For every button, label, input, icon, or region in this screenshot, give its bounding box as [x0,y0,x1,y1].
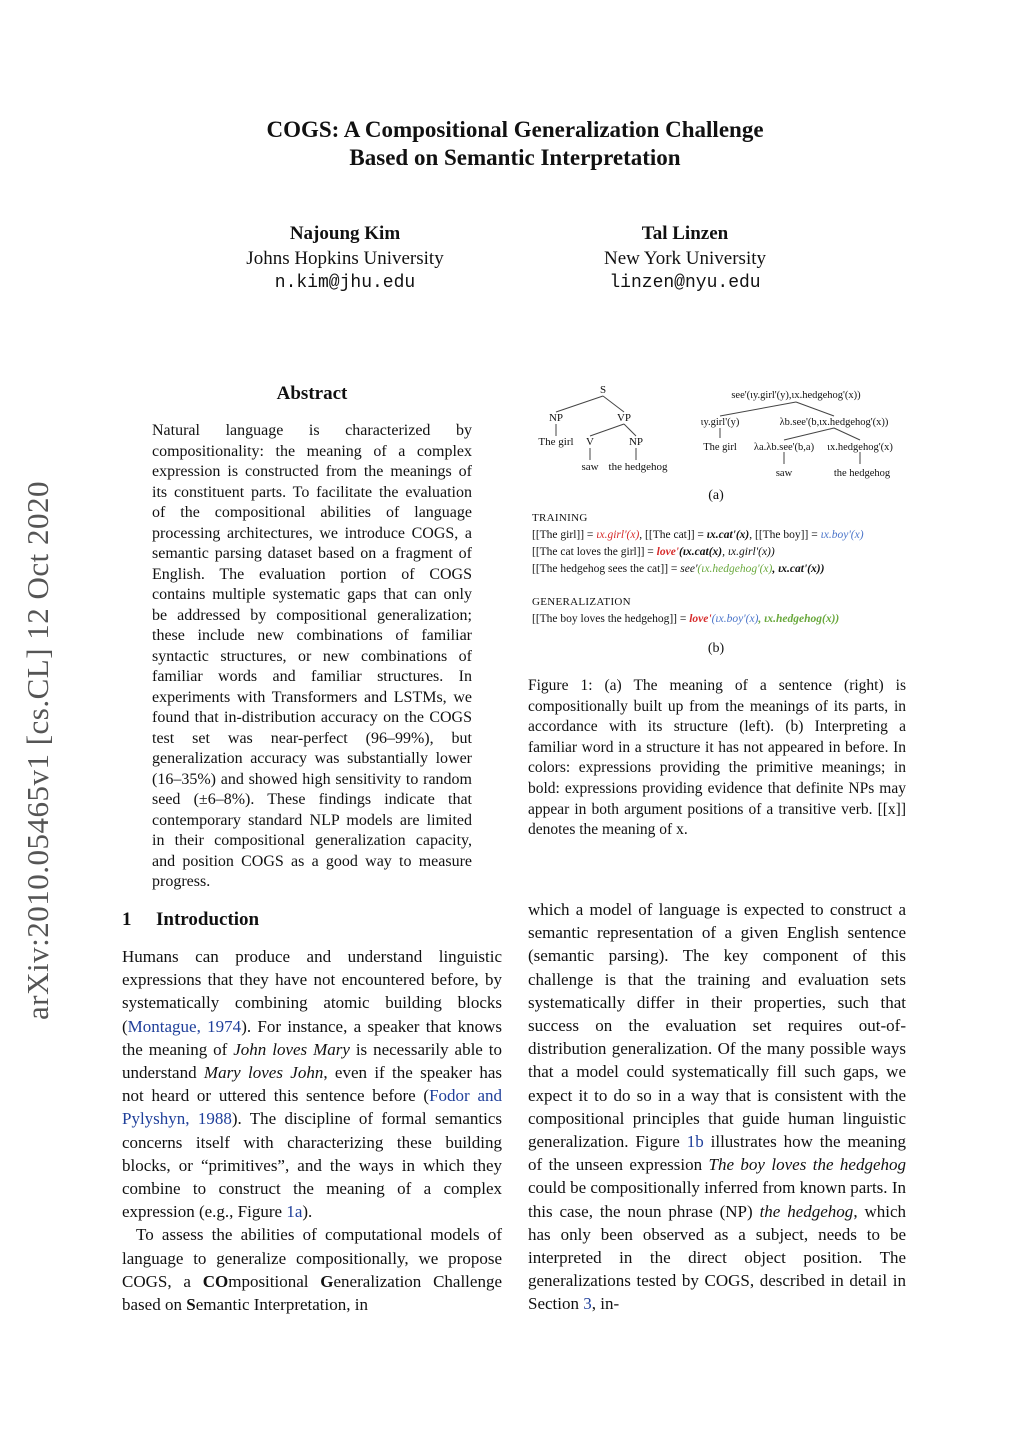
sem-root: see'(ιy.girl'(y),ιx.hedgehog'(x)) [731,390,861,401]
generalization-example-1: [[The boy loves the hedgehog]] = love'(ιx.boy'(x), ιx.hedgehog(x)) [532,613,840,625]
citation-link[interactable]: Montague, 1974 [127,1016,242,1036]
tree-node-np: NP [548,412,564,424]
sem-verb: λa.λb.see'(b,a) [753,442,815,453]
intro-right-column: which a model of language is expected to construct a semantic representation of a given English sentence (semantic parsing). The key component of this challenge is that the training and evaluation sets systematically differ in their properties, such that success on the evaluation set requires out-of-distribution generalization. Of the many possible ways that a model could systematically fill such gaps, we expect it to do so in a way that is consistent with the compositional principles that guide human linguistic generalization. Figure 1b illustrates how the meaning of the unseen expression The boy loves the hedgehog could be compositionally inferred from known parts. In this case, the noun phrase (NP) the hedgehog, which has only been observed as a subject, needs to be interpreted in the direct object position. The generalizations tested by COGS, described in detail in Section 3, in- [528,900,906,1314]
syntax-tree [538,384,668,473]
tree-leaf-the-hedgehog: the hedgehog [608,461,668,473]
title-line-2: Based on Semantic Interpretation [349,145,681,170]
figure-1a-trees [528,380,918,485]
training-title: TRAINING [532,512,588,524]
tree-node-vp: VP [616,412,632,424]
training-example-2: [[The cat loves the girl]] = love'(ιx.cat(x), ιx.girl'(x)) [532,546,775,558]
semantic-tree [701,390,894,479]
sem-leaf-saw: saw [775,468,793,479]
author-email[interactable]: linzen@nyu.edu [609,273,761,293]
figure-1b-examples [532,510,864,628]
figure-ref-link[interactable]: 1b [686,1132,704,1152]
author-block-1 [195,222,495,296]
section-ref-link[interactable]: 3 [583,1294,592,1314]
sem-vp: λb.see'(b,ιx.hedgehog'(x)) [779,417,889,428]
tree-node-v: V [586,436,594,448]
citation-link[interactable]: Fodor and Pylyshyn, 1988 [122,1086,502,1129]
intro-paragraph-1: Humans can produce and understand linguistic expressions that they have not encountered before, by systematically combining atomic building blocks (Montague, 1974). For instance, a speaker that knows the meaning of John loves Mary is necessarily able to understand Mary loves John, even if the speaker has not heard or uttered this sentence before (Fodor and Pylyshyn, 1988). The discipline of formal semantics concerns itself with characterizing these building blocks, or “primitives”, and the ways in which they combine to construct the meaning of a complex expression (e.g., Figure 1a). [122,947,502,1222]
tree-node-s: S [599,384,607,396]
author-name: Tal Linzen [641,223,729,244]
arxiv-stamp: arXiv:2010.05465v1 [cs.CL] 12 Oct 2020 [20,480,55,1020]
section-heading [122,909,259,931]
sem-leaf-the-hedgehog: the hedgehog [833,468,891,479]
figure-label-a: (a) [708,488,724,503]
abstract-heading: Abstract [276,383,348,404]
generalization-title: GENERALIZATION [532,596,631,608]
figure-1-caption: Figure 1: (a) The meaning of a sentence (right) is compositionally built up from the meanings of its parts, in accordance with its structure (left). (b) Interpreting a familiar word in a structure it has not appeared in before. In colors: expressions providing the primitive meanings; in bold: expressions providing evidence that definite NPs may appear in both argument positions of a transitive verb. [[x]] denotes the meaning of x. [528,677,906,839]
section-title: Introduction [156,909,260,930]
author-block-2 [535,222,835,296]
sem-leaf-the-girl: The girl [703,442,737,453]
figure-label-b: (b) [707,641,725,656]
figure-ref-link[interactable]: 1a [286,1202,303,1222]
author-affiliation: Johns Hopkins University [246,247,444,269]
training-example-3: [[The hedgehog sees the cat]] = see'(ιx.hedgehog'(x), ιx.cat'(x)) [532,563,825,575]
tree-node-np2: NP [628,436,644,448]
section-number: 1 [122,909,132,930]
author-email[interactable]: n.kim@jhu.edu [274,273,416,293]
tree-leaf-the-girl: The girl [538,436,574,448]
training-example-1: [[The girl]] = ιx.girl'(x), [[The cat]] = ιx.cat'(x), [[The boy]] = ιx.boy'(x) [532,529,864,541]
author-name: Najoung Kim [289,223,401,244]
sem-subject: ιy.girl'(y) [700,417,740,428]
tree-leaf-saw: saw [581,461,599,473]
author-affiliation: New York University [603,247,767,269]
paper-title [150,116,880,172]
intro-paragraph-2: To assess the abilities of computational models of language to generalize compositionally, we propose COGS, a COmpositional Generalization Challenge based on Semantic Interpretation, in [122,1225,502,1315]
intro-left-column [122,945,502,1316]
sem-object: ιx.hedgehog'(x) [827,442,893,453]
abstract-body: Natural language is characterized by compositionality: the meaning of a complex expression is constructed from the meanings of its constituent parts. To facilitate the evaluation of the compositional abilities of language processing architectures, we introduce COGS, a semantic parsing dataset based on a fragment of English. The evaluation portion of COGS contains multiple systematic gaps that can only be addressed by compositional generalization; these include new combinations of familiar syntactic structures, or new combinations of familiar words and familiar structures. In experiments with Transformers and LSTMs, we found that in-distribution accuracy on the COGS test set was near-perfect (96–99%), but generalization accuracy was substantially lower (16–35%) and showed high sensitivity to random seed (±6–8%). These findings indicate that contemporary standard NLP models are limited in their compositional generalization capacity, and position COGS as a good way to measure progress. [152,422,472,890]
title-line-1: COGS: A Compositional Generalization Challenge [266,117,764,142]
